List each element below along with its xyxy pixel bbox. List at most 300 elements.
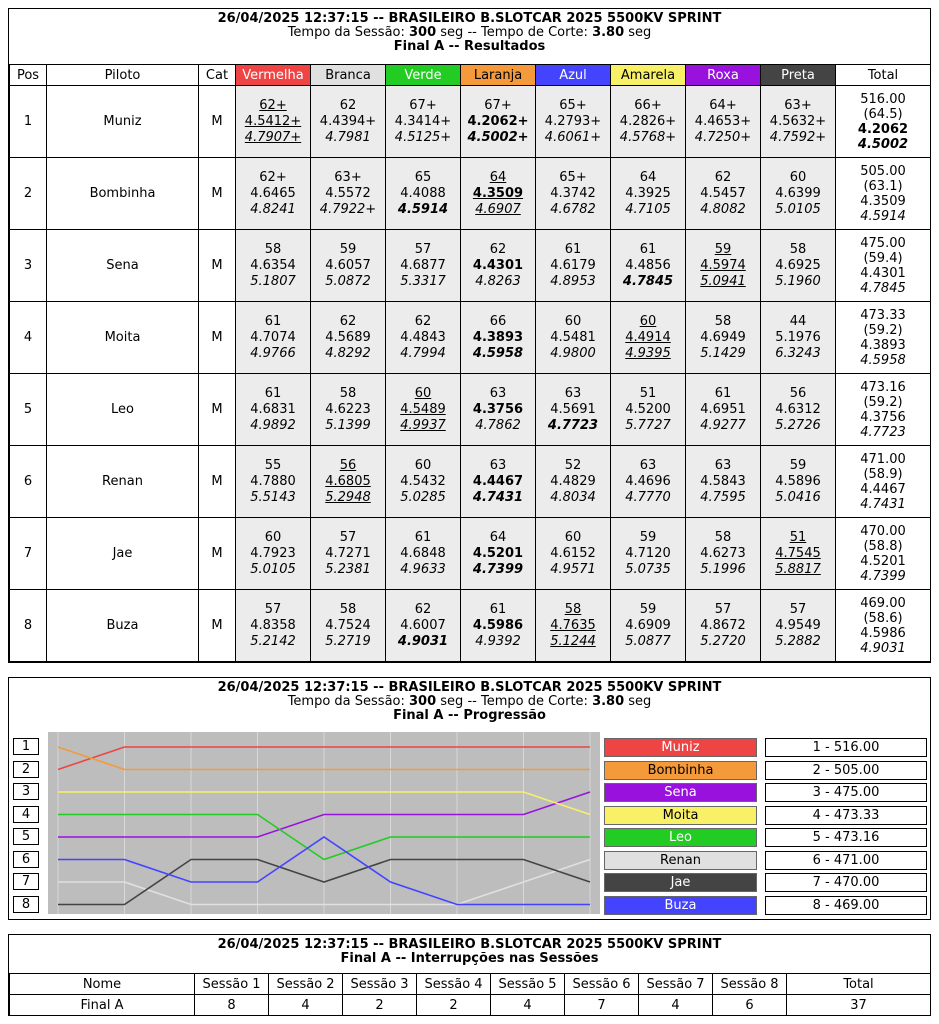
lane-avg-lap: 4.9937: [400, 417, 446, 433]
col-lane: Branca: [311, 65, 386, 86]
results-title: 26/04/2025 12:37:15 -- BRASILEIRO B.SLOTCAR 2025 5500KV SPRINT: [217, 11, 722, 26]
interruptions-cell: 4: [491, 995, 565, 1016]
results-header: [9, 9, 930, 54]
legend-entry: Jae: [604, 873, 757, 892]
result-pos: 6: [10, 446, 47, 518]
lane-result-cell: [236, 446, 311, 518]
lane-laps: 44: [789, 313, 807, 329]
lane-laps: 61: [264, 313, 282, 329]
lane-result-cell: [461, 230, 536, 302]
results-session-info: Tempo da Sessão: 300 seg -- Tempo de Corte: 3.80 seg: [287, 25, 652, 40]
lane-avg-lap: 4.8263: [475, 273, 521, 289]
lane-laps: 59: [714, 241, 732, 257]
total-avg-lap: 4.9031: [860, 640, 906, 656]
lane-result-cell: [236, 374, 311, 446]
lane-best-lap: 4.5572: [325, 185, 371, 201]
result-pilot: Jae: [47, 518, 199, 590]
interruptions-panel: [8, 934, 931, 1016]
lane-result-cell: [461, 374, 536, 446]
lane-result-cell: [386, 86, 461, 158]
total-avg-lap: 4.7431: [860, 496, 906, 512]
lane-avg-lap: 4.9277: [700, 417, 746, 433]
lane-avg-lap: 5.5143: [250, 489, 296, 505]
total-avg-laps: (58.9): [863, 466, 903, 482]
lane-best-lap: 4.7271: [325, 545, 371, 561]
lane-result-cell: [236, 302, 311, 374]
lane-avg-lap: 4.7862: [475, 417, 521, 433]
result-row: [10, 230, 931, 302]
lane-best-lap: 4.6354: [250, 257, 296, 273]
lane-avg-lap: 4.5125+: [394, 129, 452, 145]
lane-avg-lap: 4.9395: [625, 345, 671, 361]
lane-result-cell: [461, 158, 536, 230]
result-total: [836, 446, 931, 518]
total-laps: 475.00: [860, 235, 906, 251]
lane-best-lap: 4.2062+: [467, 113, 529, 129]
lane-best-lap: 4.4856: [625, 257, 671, 273]
lane-best-lap: 4.5481: [550, 329, 596, 345]
lane-best-lap: 4.6223: [325, 401, 371, 417]
lane-laps: 62+: [259, 169, 287, 185]
lane-laps: 58: [264, 241, 282, 257]
lane-avg-lap: 4.9766: [250, 345, 296, 361]
col-pilot: Piloto: [47, 65, 199, 86]
lane-result-cell: [611, 86, 686, 158]
lane-best-lap: 4.3925: [625, 185, 671, 201]
lane-avg-lap: 5.1960: [775, 273, 821, 289]
lane-avg-lap: 4.7250+: [694, 129, 752, 145]
lane-best-lap: 4.6909: [625, 617, 671, 633]
lane-laps: 64: [489, 169, 507, 185]
lane-result-cell: [311, 518, 386, 590]
interruptions-cell: 7: [565, 995, 639, 1016]
total-laps: 469.00: [860, 595, 906, 611]
lane-avg-lap: 4.6782: [550, 201, 596, 217]
results-subtitle: Final A -- Resultados: [393, 39, 546, 54]
lane-avg-lap: 5.2882: [775, 633, 821, 649]
lane-avg-lap: 5.1807: [250, 273, 296, 289]
lane-result-cell: [761, 230, 836, 302]
lane-avg-lap: 4.7981: [325, 129, 371, 145]
lane-avg-lap: 5.0735: [625, 561, 671, 577]
total-best-lap: 4.3893: [860, 337, 906, 353]
lane-result-cell: [536, 446, 611, 518]
result-row: [10, 374, 931, 446]
lane-best-lap: 4.8358: [250, 617, 296, 633]
interruptions-col-header: Sessão 6: [565, 974, 639, 995]
lane-result-cell: [611, 518, 686, 590]
lane-avg-lap: 4.7105: [625, 201, 671, 217]
interruptions-cell: 37: [787, 995, 931, 1016]
lane-result-cell: [311, 374, 386, 446]
result-pilot: Muniz: [47, 86, 199, 158]
interruptions-cell: 4: [269, 995, 343, 1016]
lane-avg-lap: 5.0416: [775, 489, 821, 505]
lane-laps: 67+: [484, 97, 512, 113]
result-cat: M: [199, 302, 236, 374]
lane-best-lap: 4.4088: [400, 185, 446, 201]
lane-laps: 65+: [559, 169, 587, 185]
lane-best-lap: 4.6179: [550, 257, 596, 273]
lane-laps: 61: [564, 241, 582, 257]
position-label: 4: [13, 806, 39, 823]
interruptions-cell: 2: [417, 995, 491, 1016]
legend-score: 1 - 516.00: [765, 738, 927, 757]
lane-laps: 63: [489, 457, 507, 473]
lane-best-lap: 4.6805: [325, 473, 371, 489]
lane-best-lap: 4.4829: [550, 473, 596, 489]
lane-avg-lap: 4.9800: [550, 345, 596, 361]
lane-laps: 66+: [634, 97, 662, 113]
lane-avg-lap: 4.9031: [397, 633, 449, 649]
result-row: [10, 590, 931, 662]
col-pos: Pos: [10, 65, 47, 86]
interruptions-cell: Final A: [10, 995, 195, 1016]
lane-laps: 51: [639, 385, 657, 401]
lane-avg-lap: 5.1244: [550, 633, 596, 649]
legend-score: 5 - 473.16: [765, 828, 927, 847]
lane-avg-lap: 4.7922+: [319, 201, 377, 217]
legend-entry: Renan: [604, 851, 757, 870]
lane-avg-lap: 4.5002+: [467, 129, 529, 145]
total-best-lap: 4.2062: [857, 121, 909, 137]
lane-result-cell: [611, 158, 686, 230]
lane-avg-lap: 5.2726: [775, 417, 821, 433]
lane-laps: 61: [639, 241, 657, 257]
lane-result-cell: [311, 590, 386, 662]
lane-best-lap: 4.6925: [775, 257, 821, 273]
lane-laps: 57: [414, 241, 432, 257]
result-total: [836, 302, 931, 374]
lane-best-lap: 4.5200: [625, 401, 671, 417]
result-pilot: Renan: [47, 446, 199, 518]
position-label: 2: [13, 761, 39, 778]
result-total: [836, 518, 931, 590]
position-label: 1: [13, 738, 39, 755]
lane-avg-lap: 5.7727: [625, 417, 671, 433]
lane-laps: 57: [339, 529, 357, 545]
lane-result-cell: [386, 518, 461, 590]
total-avg-lap: 4.5914: [860, 208, 906, 224]
lane-result-cell: [236, 590, 311, 662]
total-laps: 505.00: [860, 163, 906, 179]
lane-result-cell: [236, 158, 311, 230]
col-lane: Roxa: [686, 65, 761, 86]
col-lane: Verde: [386, 65, 461, 86]
lane-laps: 61: [414, 529, 432, 545]
progression-title: 26/04/2025 12:37:15 -- BRASILEIRO B.SLOTCAR 2025 5500KV SPRINT: [217, 680, 722, 695]
lane-laps: 62: [489, 241, 507, 257]
interruptions-col-header: Sessão 4: [417, 974, 491, 995]
lane-avg-lap: 5.0105: [775, 201, 821, 217]
lane-avg-lap: 4.7592+: [769, 129, 827, 145]
lane-laps: 62: [414, 601, 432, 617]
lane-best-lap: 4.6273: [700, 545, 746, 561]
lane-avg-lap: 4.6061+: [544, 129, 602, 145]
total-avg-laps: (64.5): [863, 106, 903, 122]
lane-best-lap: 4.2826+: [619, 113, 677, 129]
lane-result-cell: [311, 230, 386, 302]
lane-result-cell: [386, 590, 461, 662]
lane-laps: 58: [564, 601, 582, 617]
interruptions-col-header: Sessão 7: [639, 974, 713, 995]
lane-best-lap: 4.5412+: [244, 113, 302, 129]
lane-result-cell: [536, 230, 611, 302]
lane-best-lap: 4.5201: [472, 545, 524, 561]
result-pos: 3: [10, 230, 47, 302]
lane-result-cell: [686, 230, 761, 302]
lane-avg-lap: 5.2948: [325, 489, 371, 505]
results-table: [9, 64, 931, 662]
col-total: Total: [836, 65, 931, 86]
interruptions-col-header: Sessão 5: [491, 974, 565, 995]
result-pos: 8: [10, 590, 47, 662]
interruptions-header: [9, 935, 930, 966]
lane-best-lap: 4.4696: [625, 473, 671, 489]
lane-best-lap: 4.6399: [775, 185, 821, 201]
lane-laps: 60: [264, 529, 282, 545]
lane-best-lap: 4.5432: [400, 473, 446, 489]
result-total: [836, 230, 931, 302]
lane-result-cell: [686, 158, 761, 230]
col-lane: Laranja: [461, 65, 536, 86]
lane-best-lap: 4.5489: [400, 401, 446, 417]
result-row: [10, 158, 931, 230]
interruptions-col-header: Total: [787, 974, 931, 995]
result-pilot: Sena: [47, 230, 199, 302]
lane-best-lap: 4.5896: [775, 473, 821, 489]
lane-laps: 55: [264, 457, 282, 473]
lane-result-cell: [686, 518, 761, 590]
lane-best-lap: 4.6951: [700, 401, 746, 417]
legend-entry: Leo: [604, 828, 757, 847]
lane-result-cell: [386, 230, 461, 302]
lane-result-cell: [311, 302, 386, 374]
lane-best-lap: 4.6831: [250, 401, 296, 417]
result-row: [10, 302, 931, 374]
lane-avg-lap: 4.7595: [700, 489, 746, 505]
progression-subtitle: Final A -- Progressão: [393, 708, 546, 723]
lane-best-lap: 4.7923: [250, 545, 296, 561]
lane-result-cell: [611, 446, 686, 518]
lane-avg-lap: 5.2719: [325, 633, 371, 649]
lane-avg-lap: 5.0285: [400, 489, 446, 505]
lane-result-cell: [461, 446, 536, 518]
lane-result-cell: [761, 590, 836, 662]
lane-result-cell: [536, 302, 611, 374]
lane-laps: 62: [339, 97, 357, 113]
lane-best-lap: 4.6152: [550, 545, 596, 561]
lane-avg-lap: 4.8292: [325, 345, 371, 361]
lane-best-lap: 4.5986: [472, 617, 524, 633]
result-pos: 2: [10, 158, 47, 230]
total-best-lap: 4.3509: [860, 193, 906, 209]
lane-laps: 60: [789, 169, 807, 185]
lane-best-lap: 4.6312: [775, 401, 821, 417]
position-label: 6: [13, 851, 39, 868]
lane-result-cell: [386, 302, 461, 374]
total-laps: 473.16: [860, 379, 906, 395]
interruptions-data-row: [10, 995, 931, 1016]
lane-best-lap: 4.4843: [400, 329, 446, 345]
lane-best-lap: 4.6057: [325, 257, 371, 273]
lane-avg-lap: 4.9392: [475, 633, 521, 649]
lane-laps: 56: [789, 385, 807, 401]
lane-avg-lap: 4.8034: [550, 489, 596, 505]
lane-avg-lap: 5.1399: [325, 417, 371, 433]
legend-score: 4 - 473.33: [765, 806, 927, 825]
lane-avg-lap: 4.7399: [472, 561, 524, 577]
lane-best-lap: 4.4467: [472, 473, 524, 489]
interruptions-col-header: Sessão 2: [269, 974, 343, 995]
lane-best-lap: 4.3756: [472, 401, 524, 417]
result-row: [10, 86, 931, 158]
progression-session-info: Tempo da Sessão: 300 seg -- Tempo de Corte: 3.80 seg: [287, 694, 652, 709]
interruptions-header-row: [10, 974, 931, 995]
interruptions-cell: 6: [713, 995, 787, 1016]
lane-avg-lap: 4.7907+: [244, 129, 302, 145]
result-cat: M: [199, 86, 236, 158]
col-cat: Cat: [199, 65, 236, 86]
lane-best-lap: 4.7524: [325, 617, 371, 633]
legend-entry: Moita: [604, 806, 757, 825]
lane-best-lap: 4.2793+: [544, 113, 602, 129]
total-laps: 473.33: [860, 307, 906, 323]
interruptions-col-header: Sessão 1: [195, 974, 269, 995]
lane-laps: 62: [339, 313, 357, 329]
total-avg-lap: 4.7845: [860, 280, 906, 296]
lane-avg-lap: 6.3243: [775, 345, 821, 361]
lane-best-lap: 4.3742: [550, 185, 596, 201]
legend-entry: Muniz: [604, 738, 757, 757]
total-best-lap: 4.5201: [860, 553, 906, 569]
position-label: 3: [13, 783, 39, 800]
lane-result-cell: [311, 446, 386, 518]
lane-best-lap: 4.4914: [625, 329, 671, 345]
lane-laps: 61: [489, 601, 507, 617]
total-avg-laps: (58.8): [863, 538, 903, 554]
lane-laps: 65: [414, 169, 432, 185]
lane-result-cell: [761, 158, 836, 230]
lane-result-cell: [236, 518, 311, 590]
total-avg-lap: 4.7723: [860, 424, 906, 440]
interruptions-col-header: Sessão 3: [343, 974, 417, 995]
interruptions-table: [9, 973, 931, 1016]
lane-laps: 67+: [409, 97, 437, 113]
lane-avg-lap: 4.5768+: [619, 129, 677, 145]
lane-best-lap: 4.7120: [625, 545, 671, 561]
lane-result-cell: [611, 302, 686, 374]
lane-best-lap: 4.6465: [250, 185, 296, 201]
lane-avg-lap: 4.7431: [472, 489, 524, 505]
lane-laps: 63+: [334, 169, 362, 185]
lane-result-cell: [536, 590, 611, 662]
lane-avg-lap: 5.0872: [325, 273, 371, 289]
result-pilot: Leo: [47, 374, 199, 446]
interruptions-subtitle: Final A -- Interrupções nas Sessões: [340, 951, 599, 966]
lane-result-cell: [611, 590, 686, 662]
lane-laps: 52: [564, 457, 582, 473]
result-pilot: Moita: [47, 302, 199, 374]
lane-laps: 60: [414, 457, 432, 473]
lane-result-cell: [461, 302, 536, 374]
lane-laps: 60: [564, 313, 582, 329]
lane-laps: 63: [639, 457, 657, 473]
lane-laps: 62+: [259, 97, 287, 113]
lane-laps: 64+: [709, 97, 737, 113]
progression-chart: [48, 732, 600, 914]
interruptions-cell: 8: [195, 995, 269, 1016]
result-pos: 4: [10, 302, 47, 374]
lane-avg-lap: 5.2381: [325, 561, 371, 577]
lane-best-lap: 4.6877: [400, 257, 446, 273]
result-cat: M: [199, 374, 236, 446]
result-total: [836, 590, 931, 662]
lane-result-cell: [536, 518, 611, 590]
legend-score: 2 - 505.00: [765, 761, 927, 780]
lane-result-cell: [236, 230, 311, 302]
lane-result-cell: [761, 86, 836, 158]
lane-best-lap: 4.9549: [775, 617, 821, 633]
lane-avg-lap: 4.9892: [250, 417, 296, 433]
total-avg-laps: (59.2): [863, 394, 903, 410]
lane-result-cell: [761, 518, 836, 590]
lane-avg-lap: 4.9571: [550, 561, 596, 577]
lane-best-lap: 4.6848: [400, 545, 446, 561]
lane-result-cell: [386, 158, 461, 230]
lane-avg-lap: 4.7723: [547, 417, 599, 433]
position-label: 5: [13, 828, 39, 845]
lane-best-lap: 5.1976: [775, 329, 821, 345]
lane-laps: 58: [714, 313, 732, 329]
result-pos: 7: [10, 518, 47, 590]
result-pos: 1: [10, 86, 47, 158]
results-body: [10, 86, 931, 662]
total-avg-lap: 4.5002: [857, 136, 909, 152]
legend-score: 7 - 470.00: [765, 873, 927, 892]
lane-laps: 59: [639, 601, 657, 617]
lane-laps: 59: [639, 529, 657, 545]
lane-laps: 56: [339, 457, 357, 473]
interruptions-cell: 4: [639, 995, 713, 1016]
total-best-lap: 4.3756: [860, 409, 906, 425]
lane-avg-lap: 4.8241: [250, 201, 296, 217]
total-avg-laps: (58.6): [863, 610, 903, 626]
interruptions-col-header: Nome: [10, 974, 195, 995]
lane-laps: 64: [639, 169, 657, 185]
total-best-lap: 4.5986: [860, 625, 906, 641]
lane-result-cell: [686, 590, 761, 662]
total-best-lap: 4.4301: [860, 265, 906, 281]
lane-best-lap: 4.5843: [700, 473, 746, 489]
lane-best-lap: 4.4394+: [319, 113, 377, 129]
lane-result-cell: [686, 86, 761, 158]
lane-laps: 58: [714, 529, 732, 545]
lane-avg-lap: 4.7845: [622, 273, 674, 289]
lane-laps: 51: [789, 529, 807, 545]
lane-laps: 57: [264, 601, 282, 617]
lane-laps: 66: [489, 313, 507, 329]
lane-best-lap: 4.3893: [472, 329, 524, 345]
lane-result-cell: [536, 158, 611, 230]
lane-avg-lap: 5.0105: [250, 561, 296, 577]
lane-best-lap: 4.5691: [550, 401, 596, 417]
result-row: [10, 518, 931, 590]
interruptions-cell: 2: [343, 995, 417, 1016]
lane-best-lap: 4.4301: [472, 257, 524, 273]
lane-avg-lap: 4.5958: [472, 345, 524, 361]
lane-laps: 61: [264, 385, 282, 401]
